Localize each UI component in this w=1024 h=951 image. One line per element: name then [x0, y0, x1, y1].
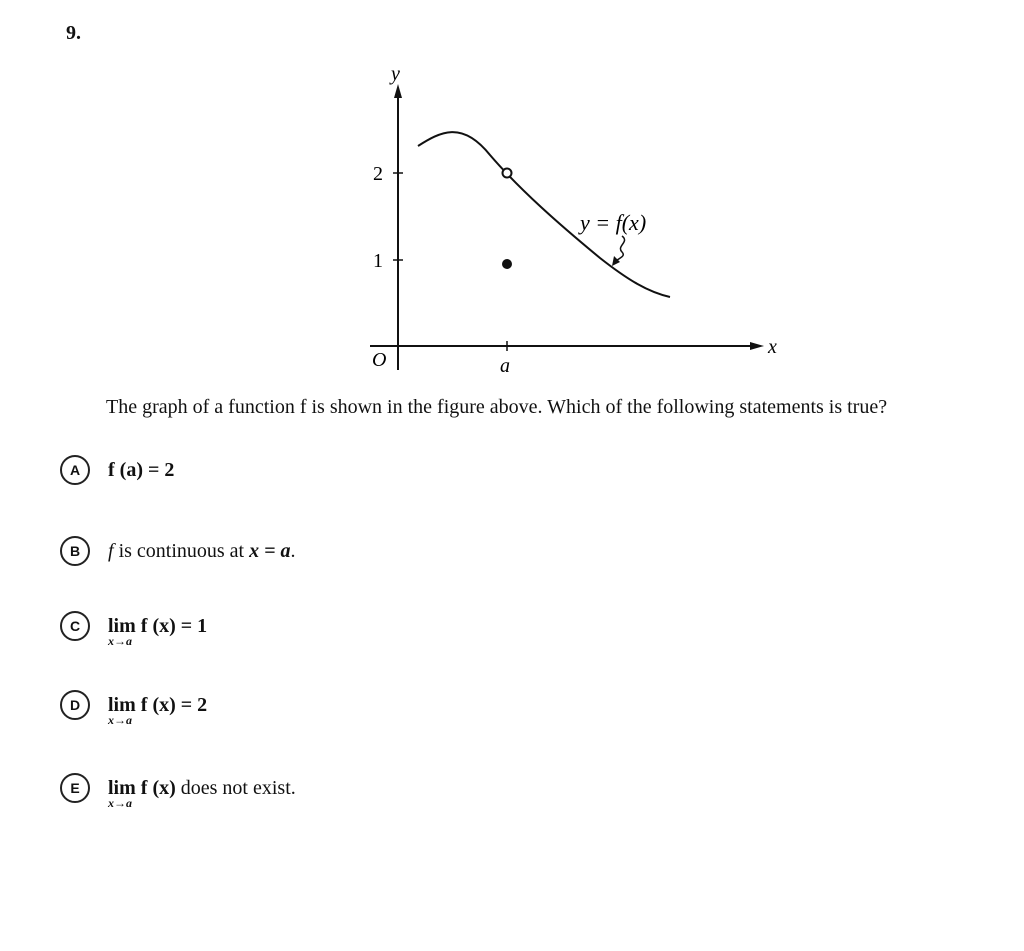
y-tick-label-2: 2: [373, 163, 383, 185]
option-c-badge[interactable]: C: [60, 611, 90, 641]
x-axis-arrow: [750, 342, 764, 350]
option-d-badge[interactable]: D: [60, 690, 90, 720]
option-a-text: f (a) = 2: [108, 459, 175, 481]
question-prompt: The graph of a function f is shown in the figure above. Which of the following statements is true?: [106, 396, 888, 418]
x-axis-label: x: [768, 336, 777, 358]
open-point: [503, 169, 512, 178]
origin-label: O: [372, 349, 387, 371]
option-a-badge[interactable]: A: [60, 455, 90, 485]
option-b-text: f is continuous at x = a.: [108, 540, 296, 562]
y-axis-arrow: [394, 84, 402, 98]
question-number: 9.: [66, 22, 81, 44]
option-e-text: lim x→a f (x) does not exist.: [108, 777, 296, 810]
curve-label-pointer-head: [612, 256, 620, 266]
option-e-badge[interactable]: E: [60, 773, 90, 803]
option-b-badge[interactable]: B: [60, 536, 90, 566]
y-axis-label: y: [391, 63, 400, 85]
y-tick-label-1: 1: [373, 250, 383, 272]
function-graph: [0, 0, 1024, 390]
curve-label: y = f(x): [580, 210, 647, 235]
option-c-text: lim x→a f (x) = 1: [108, 615, 208, 648]
x-tick-label-a: a: [500, 355, 510, 377]
option-d-text: lim x→a f (x) = 2: [108, 694, 208, 727]
solid-point: [502, 259, 512, 269]
